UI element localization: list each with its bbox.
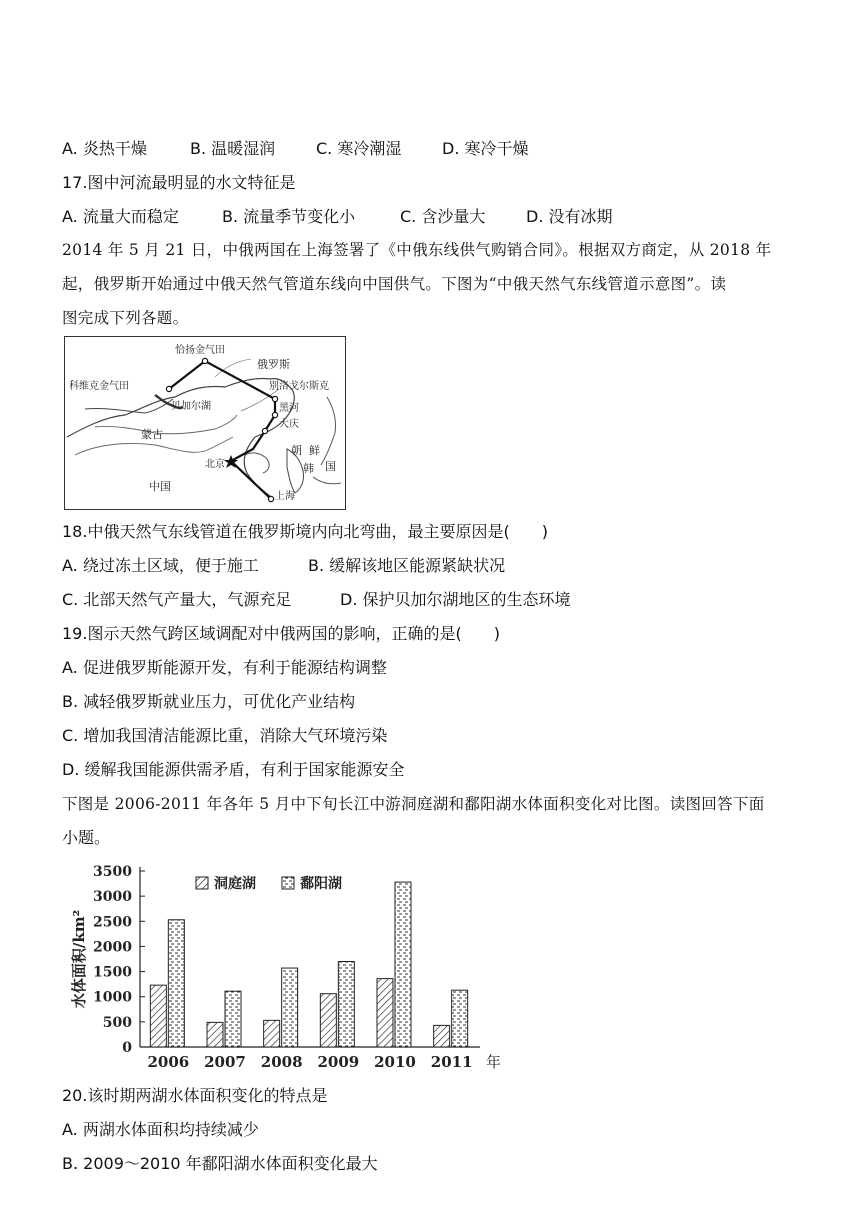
bar-poyang-2007: [225, 991, 241, 1047]
q20-stem: 20.该时期两湖水体面积变化的特点是: [62, 1086, 328, 1105]
q18-options-ab: [62, 556, 505, 576]
chart-legend: [196, 875, 342, 892]
x-tick-label: 2007: [204, 1053, 246, 1071]
chart-bars: [150, 882, 467, 1047]
q19-option-c: C. 增加我国清洁能源比重，消除大气环境污染: [62, 726, 388, 745]
label-heihe: 黑河: [279, 403, 299, 414]
q19-stem: 19.图示天然气跨区域调配对中俄两国的影响，正确的是( ): [62, 624, 500, 643]
q16-option-c: C. 寒冷潮湿: [316, 139, 402, 158]
q18-options-cd: [62, 590, 571, 610]
lakes-intro-line2: 小题。: [62, 828, 111, 847]
y-tick-label: 2500: [93, 914, 132, 931]
label-korea-3: 韩: [303, 462, 314, 475]
q18-option-d: D. 保护贝加尔湖地区的生态环境: [340, 590, 571, 609]
x-tick-label: 2011: [430, 1053, 473, 1071]
chayanda-node: [202, 358, 207, 363]
pipeline-route: [169, 361, 275, 499]
q18-option-c: C. 北部天然气产量大，气源充足: [62, 590, 292, 609]
q19-option-a: A. 促进俄罗斯能源开发，有利于能源结构调整: [62, 658, 387, 677]
y-tick-label: 0: [122, 1040, 132, 1056]
x-axis-label: 年: [486, 1053, 502, 1071]
label-mongolia: 蒙古: [141, 428, 163, 441]
q17-stem: 17.图中河流最明显的水文特征是: [62, 173, 296, 192]
legend-swatch-poyang: [282, 877, 294, 889]
bar-poyang-2011: [452, 990, 468, 1047]
q18-stem: 18.中俄天然气东线管道在俄罗斯境内向北弯曲，最主要原因是( ): [62, 522, 548, 541]
heihe-node: [272, 412, 277, 417]
y-axis-label: 水体面积/km²: [70, 909, 88, 1009]
x-tick-label: 2009: [317, 1053, 360, 1071]
q16-option-b: B. 温暖湿润: [190, 139, 276, 158]
q16-option-d: D. 寒冷干燥: [442, 139, 529, 158]
label-korea-2: 鲜: [309, 444, 320, 457]
x-tick-label: 2010: [374, 1053, 416, 1071]
q20-option-b: B. 2009～2010 年鄱阳湖水体面积变化最大: [62, 1154, 378, 1173]
y-tick-label: 1500: [93, 964, 132, 981]
kovykta-node: [166, 386, 171, 391]
daqing-node: [262, 428, 267, 433]
bar-poyang-2006: [168, 920, 184, 1047]
lakes-intro-line1: 下图是 2006-2011 年各年 5 月中下旬长江中游洞庭湖和鄱阳湖水体面积变化对比图。读图回答下面: [62, 795, 765, 813]
q16-options: [62, 139, 529, 159]
pipeline-intro-line1: 2014 年 5 月 21 日，中俄两国在上海签署了《中俄东线供气购销合同》。根据双方商定，从 2018 年: [62, 241, 772, 259]
bar-dongting-2011: [434, 1025, 450, 1047]
legend-label-poyang: 鄱阳湖: [300, 876, 342, 892]
x-tick-label: 2008: [260, 1053, 303, 1071]
label-shanghai: 上海: [275, 491, 295, 502]
pipeline-map: [64, 336, 346, 510]
q17-option-b: B. 流量季节变化小: [222, 207, 356, 226]
bar-dongting-2007: [207, 1022, 223, 1047]
blagoveshchensk-node: [272, 396, 277, 401]
pipeline-intro-line3: 图完成下列各题。: [62, 309, 189, 327]
y-tick-label: 3500: [93, 864, 132, 880]
shanghai-node: [268, 496, 273, 501]
q16-option-a: A. 炎热干燥: [62, 139, 147, 158]
y-tick-label: 500: [102, 1014, 132, 1031]
label-russia: 俄罗斯: [257, 358, 290, 371]
label-china: 中国: [149, 480, 171, 493]
bar-poyang-2010: [395, 882, 411, 1047]
label-korea-4: 国: [325, 460, 336, 473]
q17-options: [62, 207, 613, 227]
label-blagoveshchensk: 别洛戈尔斯克: [269, 381, 329, 392]
label-beijing: 北京: [205, 459, 225, 470]
x-tick-label: 2006: [147, 1053, 190, 1071]
q19-option-d: D. 缓解我国能源供需矛盾，有利于国家能源安全: [62, 760, 405, 779]
q18-option-b: B. 缓解该地区能源紧缺状况: [308, 556, 506, 575]
q19-option-b: B. 减轻俄罗斯就业压力，可优化产业结构: [62, 692, 356, 711]
label-kovykta: 科维克金气田: [69, 381, 129, 392]
q17-option-c: C. 含沙量大: [400, 207, 486, 226]
label-korea-1: 朝: [291, 444, 302, 457]
q20-option-a: A. 两湖水体面积均持续减少: [62, 1120, 259, 1139]
map-drawing: [65, 337, 345, 509]
q17-option-a: A. 流量大而稳定: [62, 207, 179, 226]
label-chayanda: 恰扬金气田: [175, 345, 225, 356]
legend-swatch-dongting: [196, 877, 208, 889]
bar-poyang-2008: [282, 968, 298, 1047]
bar-dongting-2009: [320, 994, 336, 1047]
lake-area-chart: [66, 855, 502, 1075]
y-tick-label: 3000: [93, 889, 132, 906]
legend-label-dongting: 洞庭湖: [214, 876, 256, 892]
y-tick-label: 2000: [93, 939, 132, 956]
pipeline-intro-line2: 起，俄罗斯开始通过中俄天然气管道东线向中国供气。下图为“中俄天然气东线管道示意图”。读: [62, 275, 727, 293]
bar-dongting-2010: [377, 979, 393, 1047]
q17-option-d: D. 没有冰期: [526, 207, 613, 226]
bar-dongting-2008: [264, 1020, 280, 1047]
q18-option-a: A. 绕过冻土区域，便于施工: [62, 556, 259, 575]
label-daqing: 大庆: [279, 419, 299, 430]
y-tick-label: 1000: [93, 989, 132, 1006]
label-baikal: 贝加尔湖: [171, 401, 211, 412]
bar-dongting-2006: [150, 985, 166, 1047]
bar-poyang-2009: [338, 962, 354, 1047]
